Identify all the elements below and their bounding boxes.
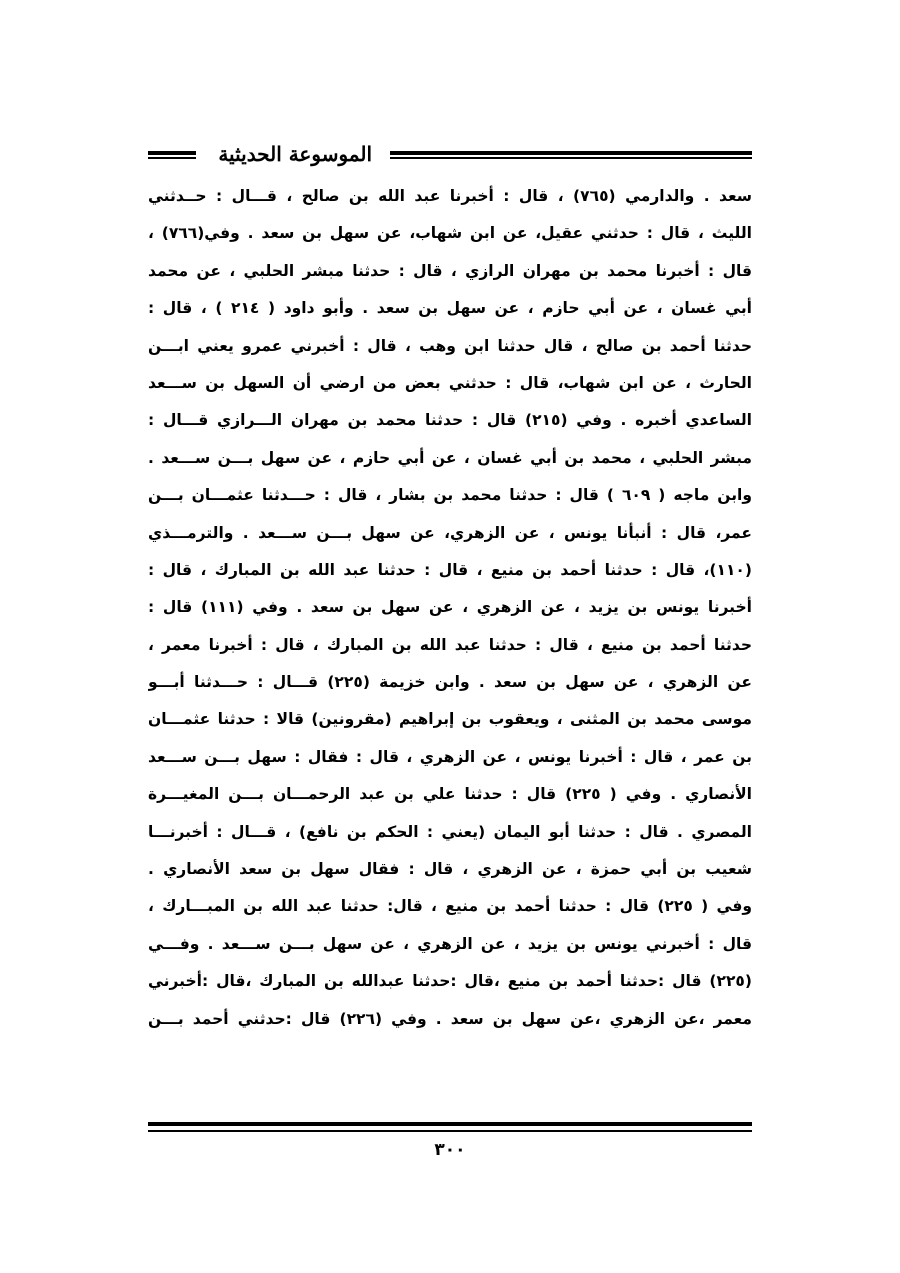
text-line: عمر، قال : أنبأنا يونس ، عن الزهري، عن سهل بـــن ســـعد . والترمـــذي [148, 523, 752, 542]
header-rule-right [390, 151, 752, 159]
text-line: قال : أخبرني يونس بن يزيد ، عن الزهري ، عن سهل بـــن ســـعد . وفـــي [148, 934, 752, 953]
text-line: أبي غسان ، عن أبي حازم ، عن سهل بن سعد . وأبو داود ( ٢١٤ ) ، قال : [148, 299, 752, 318]
text-line: وفي ( ٢٢٥) قال : حدثنا أحمد بن منيع ، قال: حدثنا عبد الله بن المبـــارك ، [148, 897, 752, 916]
page-header [148, 140, 752, 174]
text-line: شعيب بن أبي حمزة ، عن الزهري ، قال : فقال سهل بن سعد الأنصاري . [148, 860, 752, 879]
text-line: الليث ، قال : حدثني عقيل، عن ابن شهاب، عن سهل بن سعد . وفي(٧٦٦) ، [148, 224, 752, 243]
text-line: معمر ،عن الزهري ،عن سهل بن سعد . وفي (٢٢٦) قال :حدثني أحمد بـــن [148, 1009, 752, 1028]
header-rule-left [148, 151, 196, 159]
footer-rule [148, 1122, 752, 1132]
text-line: (١١٠)، قال : حدثنا أحمد بن منيع ، قال : حدثنا عبد الله بن المبارك ، قال : [148, 560, 752, 579]
body-text [148, 178, 752, 1038]
text-line: الحارث ، عن ابن شهاب، قال : حدثني بعض من ارضي أن السهل بن ســـعد [148, 373, 752, 392]
text-line: الأنصاري . وفي ( ٢٢٥) قال : حدثنا علي بن عبد الرحمـــان بـــن المغيـــرة [148, 785, 752, 804]
page-number: ٣٠٠ [434, 1140, 466, 1160]
text-line: أخبرنا يونس بن يزيد ، عن الزهري ، عن سهل بن سعد . وفي (١١١) قال : [148, 598, 752, 617]
text-line: حدثنا أحمد بن صالح ، قال حدثنا ابن وهب ، قال : أخبرني عمرو يعني ابـــن [148, 336, 752, 355]
text-line: سعد . والدارمي (٧٦٥) ، قال : أخبرنا عبد الله بن صالح ، قـــال : حــدثني [148, 187, 752, 205]
text-line: موسى محمد بن المثنى ، ويعقوب بن إبراهيم (مقرونين) قالا : حدثنا عثمـــان [148, 710, 752, 729]
text-line: المصري . قال : حدثنا أبو اليمان (يعني : الحكم بن نافع) ، قـــال : أخبرنـــا [148, 822, 752, 841]
text-line: مبشر الحلبي ، محمد بن أبي غسان ، عن أبي حازم ، عن سهل بـــن ســـعد . [148, 448, 752, 467]
running-title: الموسوعة الحديثية [218, 142, 372, 166]
text-line: بن عمر ، قال : أخبرنا يونس ، عن الزهري ، قال : فقال : سهل بـــن ســـعد [148, 747, 752, 766]
text-line: (٢٢٥) قال :حدثنا أحمد بن منيع ،قال :حدثنا عبدالله بن المبارك ،قال :أخبرني [148, 972, 752, 991]
text-line: وابن ماجه ( ٦٠٩ ) قال : حدثنا محمد بن بشار ، قال : حـــدثنا عثمـــان بـــن [148, 486, 752, 505]
text-line: الساعدي أخبره . وفي (٢١٥) قال : حدثنا محمد بن مهران الـــرازي قـــال : [148, 411, 752, 430]
text-line: قال : أخبرنا محمد بن مهران الرازي ، قال : حدثنا مبشر الحلبي ، عن محمد [148, 261, 752, 280]
text-line: عن الزهري ، عن سهل بن سعد . وابن خزيمة (٢٢٥) قـــال : حـــدثنا أبـــو [148, 673, 752, 692]
text-line: حدثنا أحمد بن منيع ، قال : حدثنا عبد الله بن المبارك ، قال : أخبرنا معمر ، [148, 635, 752, 654]
